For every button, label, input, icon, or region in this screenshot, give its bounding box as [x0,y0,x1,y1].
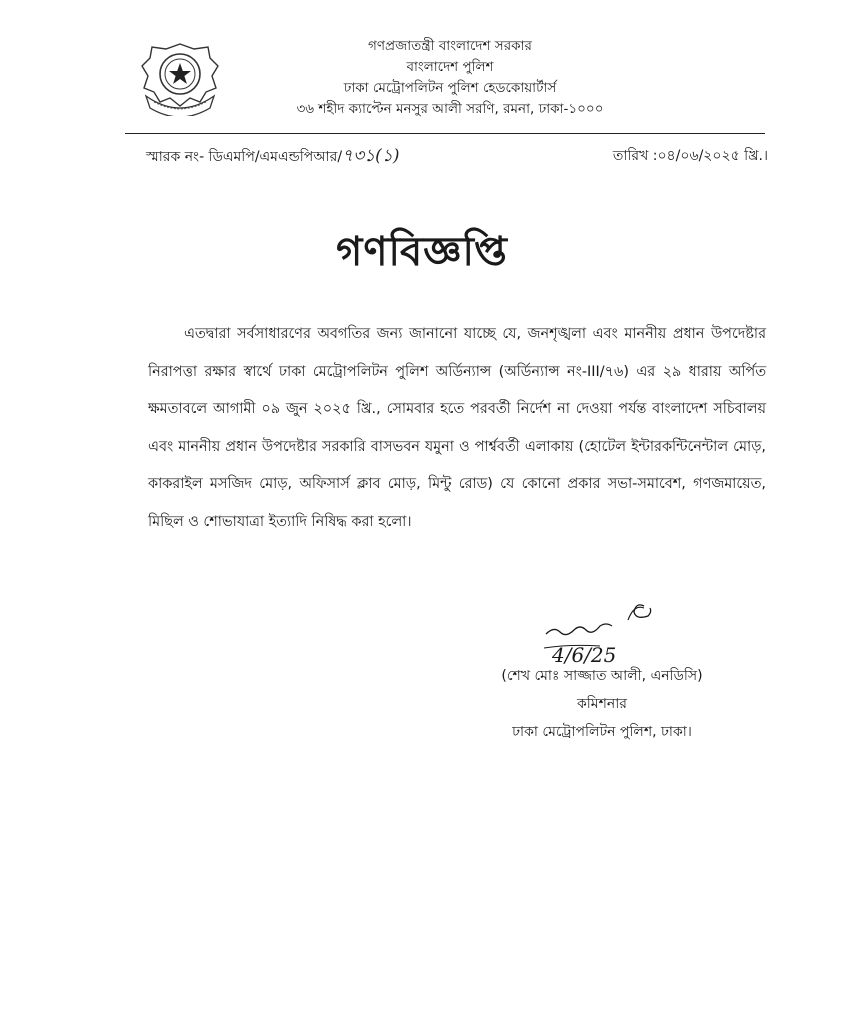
handwritten-signature [540,596,670,666]
signatory-name: (শেখ মোঃ সাজ্জাত আলী, এনডিসি) [501,668,703,684]
notice-body: এতদ্বারা সর্বসাধারণের অবগতির জন্য জানানো যাচ্ছে যে, জনশৃঙ্খলা এবং মাননীয় প্রধান উপদেষ্টার নিরাপত্তা রক্ষার স্বার্থে ঢাকা মেট্রোপলিটন পুলিশ অর্ডিন্যান্স (অর্ডিন্যান্স নং-III/৭৬) এর ২৯ ধারায় অর্পিত ক্ষমতাবলে আগামী ০৯ জুন ২০২৫ খ্রি., সোমবার হতে পরবর্তী নির্দেশ না দেওয়া পর্যন্ত বাংলাদেশ সচিবালয় এবং মাননীয় প্রধান উপদেষ্টার সরকারি বাসভবন যমুনা ও পার্শ্ববর্তী এলাকায় (হোটেল ইন্টারকন্টিনেন্টাল মোড়, কাকরাইল মসজিদ মোড়, অফিসার্স ক্লাব মোড়, মিন্টু রোড) যে কোনো প্রকার সভা-সমাবেশ, গণজমায়েত, মিছিল ও শোভাযাত্রা ইত্যাদি নিষিদ্ধ করা হলো। [148,326,766,530]
office-name: ঢাকা মেট্রোপলিটন পুলিশ হেডকোয়ার্টার্স [343,80,557,96]
office-address: ৩৬ শহীদ ক্যাপ্টেন মনসুর আলী সরণি, রমনা, ঢাকা-১০০০ [296,101,604,117]
signatory-designation: কমিশনার [577,696,627,712]
department-name: বাংলাদেশ পুলিশ [406,59,494,75]
signatory-block [462,662,742,746]
police-seal-icon [138,40,222,116]
memo-date-value: ০৪/০৬/২০২৫ খ্রি.। [657,148,768,164]
government-name: গণপ্রজাতন্ত্রী বাংলাদেশ সরকার [368,38,532,54]
memo-reference-number: ৭৩১(১) [342,146,400,166]
document-title: গণবিজ্ঞপ্তি [336,229,508,275]
memo-date-label: তারিখ : [612,148,658,164]
signature-date: 4/6/25 [552,643,617,666]
memo-reference-prefix: স্মারক নং- ডিএমপি/এমএন্ডপিআর/ [146,149,343,165]
letterhead [240,36,660,120]
memo-date [613,144,768,168]
signatory-office: ঢাকা মেট্রোপলিটন পুলিশ, ঢাকা। [512,724,692,740]
header-divider [125,133,765,134]
memo-reference [146,144,399,169]
memo-row [146,144,768,168]
